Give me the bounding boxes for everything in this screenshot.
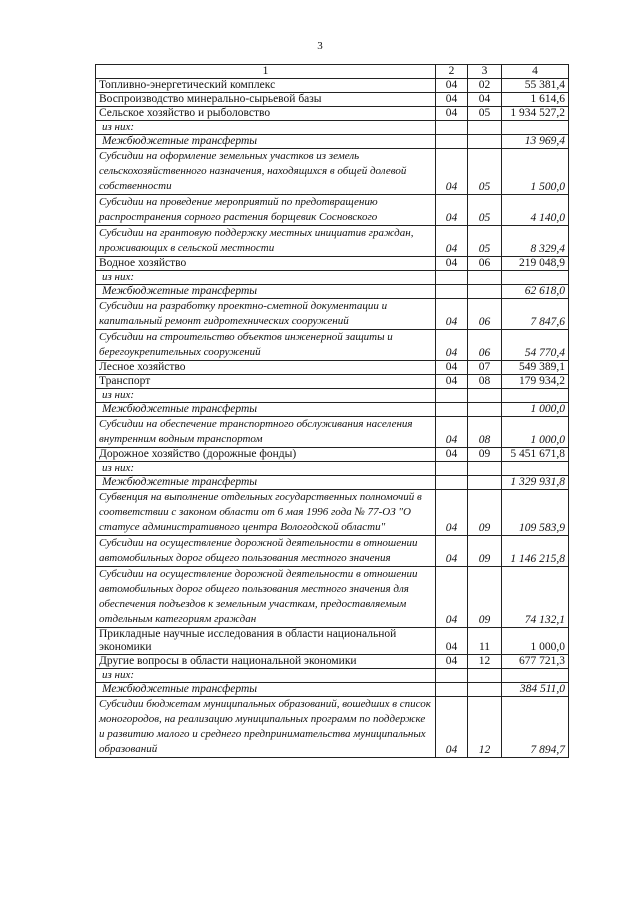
- row-label: Субсидии на обеспечение транспортного обслуживания населения внутренним водным транспортом: [96, 417, 436, 448]
- table-row: [96, 257, 569, 271]
- table-row: [96, 628, 569, 655]
- table-row: [96, 195, 569, 226]
- row-subsection-code: [468, 462, 502, 476]
- row-subsection-code: 07: [468, 361, 502, 375]
- row-subsection-code: 12: [468, 655, 502, 669]
- row-amount: 1 934 527,2: [502, 107, 569, 121]
- row-label: Субсидии бюджетам муниципальных образований, вошедших в список моногородов, на реализацию муниципальных программ по поддержке и развитию малого и среднего предпринимательства муниципальных образований: [96, 697, 436, 758]
- row-amount: 219 048,9: [502, 257, 569, 271]
- header-col-4: 4: [502, 65, 569, 79]
- table-row: [96, 536, 569, 567]
- row-label: Прикладные научные исследования в области национальной экономики: [96, 628, 436, 655]
- table-row: [96, 669, 569, 683]
- row-label: Субсидии на осуществление дорожной деятельности в отношении автомобильных дорог общего пользования местного значения для обеспечения подъездов к земельным участкам, предоставляемым отдельным категориям граждан: [96, 567, 436, 628]
- row-subsection-code: 05: [468, 149, 502, 195]
- row-label: Транспорт: [96, 375, 436, 389]
- row-subsection-code: 08: [468, 375, 502, 389]
- row-amount: 384 511,0: [502, 683, 569, 697]
- row-label: Сельское хозяйство и рыболовство: [96, 107, 436, 121]
- row-subsection-code: [468, 389, 502, 403]
- row-amount: [502, 462, 569, 476]
- row-label: Лесное хозяйство: [96, 361, 436, 375]
- row-subsection-code: [468, 669, 502, 683]
- table-row: [96, 361, 569, 375]
- table-row: [96, 271, 569, 285]
- row-label: Субсидии на оформление земельных участков из земель сельскохозяйственного назначения, находящихся в общей долевой собственности: [96, 149, 436, 195]
- table-row: [96, 476, 569, 490]
- row-amount: 179 934,2: [502, 375, 569, 389]
- row-amount: 74 132,1: [502, 567, 569, 628]
- row-label: Межбюджетные трансферты: [96, 135, 436, 149]
- header-col-1: 1: [96, 65, 436, 79]
- row-subsection-code: [468, 403, 502, 417]
- row-label: из них:: [96, 121, 436, 135]
- row-amount: 54 770,4: [502, 330, 569, 361]
- row-amount: 7 847,6: [502, 299, 569, 330]
- row-subsection-code: 06: [468, 330, 502, 361]
- table-row: [96, 135, 569, 149]
- row-section-code: [436, 683, 468, 697]
- row-amount: 55 381,4: [502, 79, 569, 93]
- row-amount: [502, 271, 569, 285]
- table-row: [96, 285, 569, 299]
- row-subsection-code: 05: [468, 195, 502, 226]
- row-section-code: 04: [436, 149, 468, 195]
- table-row: [96, 448, 569, 462]
- table-header-row: [96, 65, 569, 79]
- row-subsection-code: [468, 271, 502, 285]
- budget-table: [95, 64, 569, 758]
- row-amount: 7 894,7: [502, 697, 569, 758]
- row-section-code: 04: [436, 79, 468, 93]
- row-amount: 549 389,1: [502, 361, 569, 375]
- table-row: [96, 121, 569, 135]
- table-row: [96, 389, 569, 403]
- row-label: Межбюджетные трансферты: [96, 683, 436, 697]
- table-row: [96, 462, 569, 476]
- row-label: Межбюджетные трансферты: [96, 403, 436, 417]
- row-amount: [502, 121, 569, 135]
- table-body: [96, 79, 569, 758]
- row-label: Другие вопросы в области национальной экономики: [96, 655, 436, 669]
- row-amount: 8 329,4: [502, 226, 569, 257]
- row-label: Дорожное хозяйство (дорожные фонды): [96, 448, 436, 462]
- header-col-3: 3: [468, 65, 502, 79]
- row-label: Субсидии на строительство объектов инженерной защиты и берегоукрепительных сооружений: [96, 330, 436, 361]
- row-section-code: 04: [436, 226, 468, 257]
- row-label: из них:: [96, 271, 436, 285]
- row-amount: 1 000,0: [502, 417, 569, 448]
- row-section-code: 04: [436, 257, 468, 271]
- row-label: Субвенция на выполнение отдельных государственных полномочий в соответствии с законом области от 6 мая 1996 года № 77-ОЗ "О статусе административного центра Вологодской области": [96, 490, 436, 536]
- row-section-code: [436, 389, 468, 403]
- table-row: [96, 567, 569, 628]
- table-row: [96, 417, 569, 448]
- row-subsection-code: 06: [468, 299, 502, 330]
- row-amount: 5 451 671,8: [502, 448, 569, 462]
- row-section-code: 04: [436, 361, 468, 375]
- row-section-code: 04: [436, 299, 468, 330]
- table-row: [96, 375, 569, 389]
- row-section-code: [436, 462, 468, 476]
- row-label: из них:: [96, 669, 436, 683]
- row-section-code: 04: [436, 697, 468, 758]
- row-label: Субсидии на грантовую поддержку местных инициатив граждан, проживающих в сельской местности: [96, 226, 436, 257]
- table-row: [96, 490, 569, 536]
- row-subsection-code: 09: [468, 567, 502, 628]
- row-label: Межбюджетные трансферты: [96, 476, 436, 490]
- row-label: из них:: [96, 462, 436, 476]
- table-row: [96, 697, 569, 758]
- row-section-code: 04: [436, 417, 468, 448]
- row-section-code: [436, 271, 468, 285]
- header-col-2: 2: [436, 65, 468, 79]
- row-subsection-code: [468, 476, 502, 490]
- table-row: [96, 403, 569, 417]
- row-subsection-code: 02: [468, 79, 502, 93]
- row-subsection-code: [468, 121, 502, 135]
- row-subsection-code: [468, 135, 502, 149]
- row-section-code: [436, 285, 468, 299]
- table-row: [96, 299, 569, 330]
- row-section-code: [436, 135, 468, 149]
- table-row: [96, 149, 569, 195]
- row-label: Воспроизводство минерально-сырьевой базы: [96, 93, 436, 107]
- row-amount: 109 583,9: [502, 490, 569, 536]
- table-row: [96, 330, 569, 361]
- row-subsection-code: 11: [468, 628, 502, 655]
- row-subsection-code: 09: [468, 490, 502, 536]
- table-row: [96, 107, 569, 121]
- row-section-code: 04: [436, 567, 468, 628]
- row-subsection-code: 08: [468, 417, 502, 448]
- row-amount: 4 140,0: [502, 195, 569, 226]
- row-section-code: [436, 121, 468, 135]
- row-section-code: [436, 669, 468, 683]
- row-label: Водное хозяйство: [96, 257, 436, 271]
- row-section-code: [436, 476, 468, 490]
- row-amount: [502, 389, 569, 403]
- row-amount: 677 721,3: [502, 655, 569, 669]
- row-section-code: 04: [436, 536, 468, 567]
- row-section-code: 04: [436, 107, 468, 121]
- row-subsection-code: 12: [468, 697, 502, 758]
- table-row: [96, 93, 569, 107]
- row-section-code: 04: [436, 330, 468, 361]
- row-amount: 1 000,0: [502, 403, 569, 417]
- row-amount: 1 614,6: [502, 93, 569, 107]
- row-section-code: 04: [436, 655, 468, 669]
- row-section-code: 04: [436, 375, 468, 389]
- table-row: [96, 655, 569, 669]
- row-label: Топливно-энергетический комплекс: [96, 79, 436, 93]
- row-subsection-code: 06: [468, 257, 502, 271]
- row-subsection-code: 09: [468, 536, 502, 567]
- row-section-code: 04: [436, 448, 468, 462]
- row-subsection-code: 05: [468, 107, 502, 121]
- row-amount: 13 969,4: [502, 135, 569, 149]
- row-amount: 1 000,0: [502, 628, 569, 655]
- row-amount: [502, 669, 569, 683]
- table-row: [96, 683, 569, 697]
- row-amount: 62 618,0: [502, 285, 569, 299]
- row-subsection-code: 05: [468, 226, 502, 257]
- table-row: [96, 79, 569, 93]
- row-label: Субсидии на проведение мероприятий по предотвращению распространения сорного растения борщевик Сосновского: [96, 195, 436, 226]
- row-section-code: 04: [436, 93, 468, 107]
- row-section-code: [436, 403, 468, 417]
- row-label: из них:: [96, 389, 436, 403]
- row-subsection-code: 04: [468, 93, 502, 107]
- row-section-code: 04: [436, 628, 468, 655]
- row-subsection-code: 09: [468, 448, 502, 462]
- page-number: 3: [317, 40, 323, 52]
- row-amount: 1 500,0: [502, 149, 569, 195]
- row-label: Субсидии на осуществление дорожной деятельности в отношении автомобильных дорог общего пользования местного значения: [96, 536, 436, 567]
- row-section-code: 04: [436, 490, 468, 536]
- row-amount: 1 146 215,8: [502, 536, 569, 567]
- row-amount: 1 329 931,8: [502, 476, 569, 490]
- row-label: Межбюджетные трансферты: [96, 285, 436, 299]
- row-subsection-code: [468, 285, 502, 299]
- row-subsection-code: [468, 683, 502, 697]
- row-section-code: 04: [436, 195, 468, 226]
- table-row: [96, 226, 569, 257]
- row-label: Субсидии на разработку проектно-сметной документации и капитальный ремонт гидротехнических сооружений: [96, 299, 436, 330]
